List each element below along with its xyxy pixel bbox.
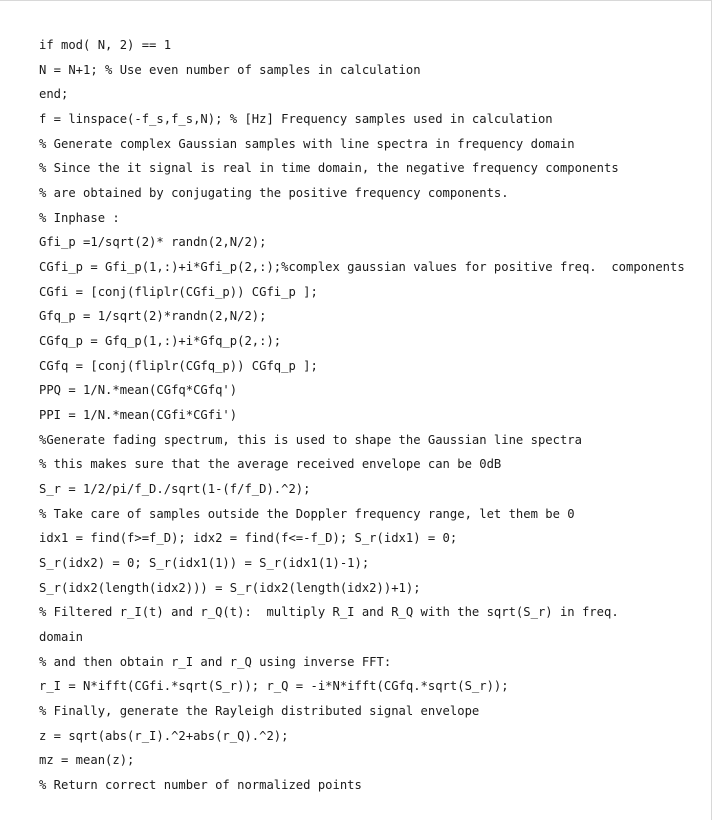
code-line: S_r(idx2(length(idx2))) = S_r(idx2(length(idx2))+1); (39, 580, 421, 595)
code-line: % and then obtain r_I and r_Q using inverse FFT: (39, 654, 392, 669)
code-line: CGfi_p = Gfi_p(1,:)+i*Gfi_p(2,:);%complex gaussian values for positive freq. components (39, 260, 685, 275)
code-line: if mod( N, 2) == 1 (39, 38, 172, 52)
code-line: N = N+1; % Use even number of samples in calculation (39, 62, 421, 77)
code-line: f = linspace(-f_s,f_s,N); % [Hz] Frequency samples used in calculation (39, 112, 553, 127)
matlab-code-listing (39, 36, 685, 801)
code-line: % Take care of samples outside the Doppler frequency range, let them be 0 (39, 506, 575, 521)
code-line: CGfq = [conj(fliplr(CGfq_p)) CGfq_p ]; (39, 358, 318, 373)
code-line: mz = mean(z); (39, 753, 135, 768)
code-line: CGfq_p = Gfq_p(1,:)+i*Gfq_p(2,:); (39, 334, 282, 349)
code-line: % Filtered r_I(t) and r_Q(t): multiply R_I and R_Q with the sqrt(S_r) in freq. (39, 605, 619, 620)
code-line: % Inphase : (39, 210, 120, 225)
code-line: % Generate complex Gaussian samples with line spectra in frequency domain (39, 136, 575, 151)
code-line: Gfq_p = 1/sqrt(2)*randn(2,N/2); (39, 309, 267, 324)
code-line: S_r = 1/2/pi/f_D./sqrt(1-(f/f_D).^2); (39, 482, 311, 497)
code-line: z = sqrt(abs(r_I).^2+abs(r_Q).^2); (39, 728, 289, 743)
code-line: PPI = 1/N.*mean(CGfi*CGfi') (39, 408, 238, 423)
code-line: %Generate fading spectrum, this is used to shape the Gaussian line spectra (39, 432, 582, 447)
code-line: % this makes sure that the average received envelope can be 0dB (39, 457, 502, 472)
code-line: Gfi_p =1/sqrt(2)* randn(2,N/2); (39, 235, 267, 250)
code-line: % Finally, generate the Rayleigh distributed signal envelope (39, 704, 480, 719)
code-line: PPQ = 1/N.*mean(CGfq*CGfq') (39, 383, 238, 398)
code-line: S_r(idx2) = 0; S_r(idx1(1)) = S_r(idx1(1)-1); (39, 556, 370, 571)
code-line: end; (39, 87, 69, 102)
code-line: domain (39, 630, 84, 645)
code-line: % Return correct number of normalized points (39, 778, 362, 793)
code-line: idx1 = find(f>=f_D); idx2 = find(f<=-f_D); S_r(idx1) = 0; (39, 531, 458, 546)
page-border-top (0, 0, 712, 1)
code-line: % are obtained by conjugating the positive frequency components. (39, 186, 509, 201)
code-line: CGfi = [conj(fliplr(CGfi_p)) CGfi_p ]; (39, 284, 318, 299)
code-line: r_I = N*ifft(CGfi.*sqrt(S_r)); r_Q = -i*N*ifft(CGfq.*sqrt(S_r)); (39, 679, 509, 694)
code-line: % Since the it signal is real in time domain, the negative frequency components (39, 161, 619, 176)
